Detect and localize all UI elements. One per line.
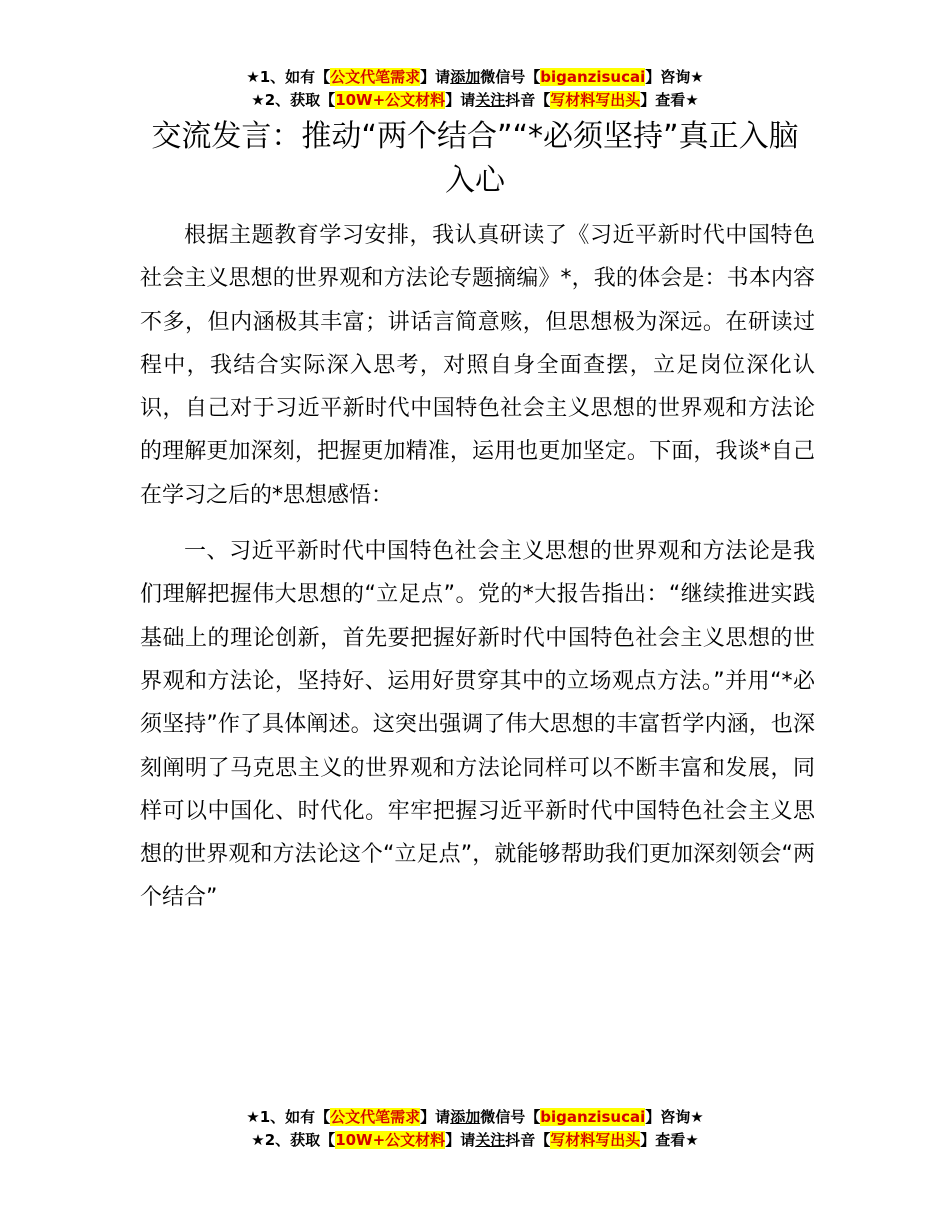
banner-highlight: 写材料写出头 [550, 91, 641, 109]
banner-underline: 添加 [450, 1108, 481, 1126]
banner-text: 】请 [420, 68, 451, 86]
banner-underline: 添加 [450, 68, 481, 86]
banner-line-1 [0, 66, 950, 89]
banner-text: 抖音【 [505, 91, 551, 109]
banner-text: 抖音【 [505, 1131, 551, 1149]
banner-highlight: 10W+公文材料 [335, 91, 446, 109]
banner-highlight: 写材料写出头 [550, 1131, 641, 1149]
banner-text: ★2、获取【 [251, 91, 336, 109]
banner-underline: 关注 [475, 91, 506, 109]
banner-text: 】请 [445, 91, 476, 109]
banner-highlight: 公文代笔需求 [330, 68, 421, 86]
banner-text: 】查看★ [640, 1131, 699, 1149]
banner-text: 】请 [420, 1108, 451, 1126]
banner-text: 微信号【 [480, 68, 541, 86]
document-title: 交流发言：推动“两个结合”“*必须坚持”真正入脑入心 [151, 119, 799, 198]
banner-text: ★1、如有【 [246, 68, 331, 86]
banner-text: ★1、如有【 [246, 1108, 331, 1126]
paragraph-intro: 根据主题教育学习安排，我认真研读了《习近平新时代中国特色社会主义思想的世界观和方法论专题摘编》*，我的体会是：书本内容不多，但内涵极其丰富；讲话言简意赅，但思想极为深远。在研读过程中，我结合实际深入思考，对照自身全面查摆，立足岗位深化认识，自己对于习近平新时代中国特色社会主义思想的世界观和方法论的理解更加深刻，把握更加精准，运用也更加坚定。下面，我谈*自己在学习之后的*思想感悟： [140, 223, 815, 508]
banner-highlight: 10W+公文材料 [335, 1131, 446, 1149]
banner-text: 微信号【 [480, 1108, 541, 1126]
footer-banner [0, 1106, 950, 1152]
banner-text: ★2、获取【 [251, 1131, 336, 1149]
header-banner [0, 66, 950, 112]
banner-highlight: biganzisucai [540, 1108, 646, 1126]
banner-highlight: 公文代笔需求 [330, 1108, 421, 1126]
banner-text: 】咨询★ [645, 68, 704, 86]
banner-line-2 [0, 89, 950, 112]
banner-line-2 [0, 1129, 950, 1152]
banner-text: 】请 [445, 1131, 476, 1149]
banner-underline: 关注 [475, 1131, 506, 1149]
banner-text: 】查看★ [640, 91, 699, 109]
document-body [140, 214, 815, 920]
banner-line-1 [0, 1106, 950, 1129]
paragraph-section-1: 一、习近平新时代中国特色社会主义思想的世界观和方法论是我们理解把握伟大思想的“立足点”。党的*大报告指出：“继续推进实践基础上的理论创新，首先要把握好新时代中国特色社会主义思想的世界观和方法论，坚持好、运用好贯穿其中的立场观点方法。”并用“*必须坚持”作了具体阐述。这突出强调了伟大思想的丰富哲学内涵，也深刻阐明了马克思主义的世界观和方法论同样可以不断丰富和发展，同样可以中国化、时代化。牢牢把握习近平新时代中国特色社会主义思想的世界观和方法论这个“立足点”，就能够帮助我们更加深刻领会“两个结合” [140, 539, 815, 911]
banner-text: 】咨询★ [645, 1108, 704, 1126]
banner-highlight: biganzisucai [540, 68, 646, 86]
